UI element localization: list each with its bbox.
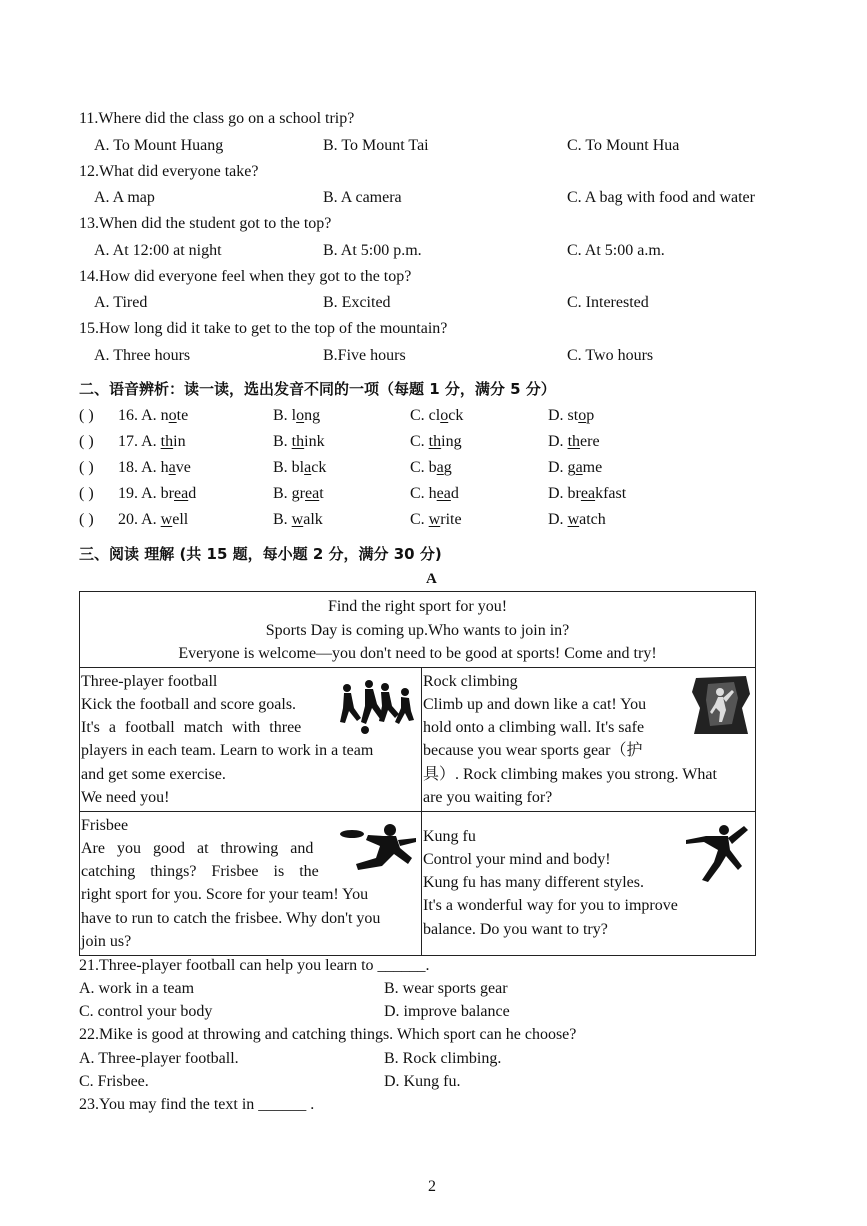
option-b: B. wear sports gear bbox=[384, 980, 508, 997]
question-22: 22.Mike is good at throwing and catching things. Which sport can he choose? bbox=[79, 1026, 577, 1043]
option-a: A. Tired bbox=[94, 294, 148, 311]
sport-name: Kung fu bbox=[423, 827, 476, 845]
word-part: h bbox=[160, 459, 169, 476]
answer-blank: ( ) bbox=[79, 485, 94, 502]
word-part: C. bbox=[410, 511, 429, 528]
answer-blank: ( ) bbox=[79, 407, 94, 424]
sport-line: Kick the football and score goals. bbox=[81, 695, 297, 713]
underlined-letters: ea bbox=[305, 485, 320, 502]
phonetic-option-b bbox=[273, 485, 324, 503]
item-number: 18. A. bbox=[118, 459, 161, 476]
sports-table bbox=[79, 591, 756, 956]
phonetic-option-d bbox=[548, 459, 602, 477]
question-13: 13.When did the student got to the top? bbox=[79, 215, 332, 232]
phonetic-option-a bbox=[118, 459, 191, 477]
sport-line: catching things? Frisbee is the bbox=[81, 863, 319, 881]
sport-line: It's a wonderful way for you to improve bbox=[423, 897, 678, 915]
option-d: D. improve balance bbox=[384, 1003, 510, 1020]
option-c: C. To Mount Hua bbox=[567, 137, 680, 154]
option-a: A. To Mount Huang bbox=[94, 137, 224, 154]
sport-content bbox=[80, 812, 421, 955]
underlined-letters: w bbox=[291, 511, 304, 528]
sport-line: because you wear sports gear（护 bbox=[423, 742, 643, 760]
option-c: C. At 5:00 a.m. bbox=[567, 242, 665, 259]
underlined-letters: ea bbox=[436, 485, 451, 502]
option-a: A. A map bbox=[94, 189, 155, 206]
question-11: 11.Where did the class go on a school trip? bbox=[79, 110, 355, 127]
phonetic-option-d bbox=[548, 433, 600, 451]
word-part: ck bbox=[311, 459, 327, 476]
underlined-letters: th bbox=[567, 433, 581, 450]
phonetic-option-b bbox=[273, 407, 320, 425]
word-part: B. bbox=[273, 511, 292, 528]
option-a: A. Three-player football. bbox=[79, 1050, 239, 1067]
word-part: d bbox=[450, 485, 459, 502]
kung-fu-icon bbox=[684, 822, 754, 888]
option-b: B. A camera bbox=[323, 189, 402, 206]
word-part: alk bbox=[303, 511, 323, 528]
word-part: D. g bbox=[548, 459, 576, 476]
underlined-letters: a bbox=[436, 459, 444, 476]
word-part: t bbox=[319, 485, 324, 502]
word-part: ink bbox=[304, 433, 325, 450]
rock-climber-icon bbox=[690, 674, 752, 736]
option-b: B. Rock climbing. bbox=[384, 1050, 502, 1067]
page-number: 2 bbox=[428, 1178, 436, 1195]
sport-line: 具）. Rock climbing makes you strong. What bbox=[423, 765, 717, 783]
phonetic-option-c bbox=[410, 485, 459, 503]
sport-name: Three-player football bbox=[81, 672, 218, 690]
sport-name: Rock climbing bbox=[423, 672, 518, 690]
underlined-letters: th bbox=[160, 433, 174, 450]
sport-line: join us? bbox=[81, 932, 132, 950]
sport-line: are you waiting for? bbox=[423, 788, 553, 806]
sport-content bbox=[422, 812, 755, 955]
answer-blank: ( ) bbox=[79, 433, 94, 450]
word-part: n bbox=[160, 407, 169, 424]
word-part: br bbox=[160, 485, 174, 502]
football-players-icon bbox=[335, 678, 415, 736]
sport-line: right sport for you. Score for your team! You bbox=[81, 886, 369, 904]
item-number: 19. A. bbox=[118, 485, 161, 502]
word-part: kfast bbox=[595, 485, 627, 502]
question-21: 21.Three-player football can help you learn to ______. bbox=[79, 957, 430, 974]
underlined-letters: ea bbox=[174, 485, 189, 502]
section-2-title: 二、语音辨析：读一读，选出发音不同的一项（每题 1 分，满分 5 分） bbox=[79, 380, 556, 398]
option-a: A. Three hours bbox=[94, 347, 191, 364]
sport-line: players in each team. Learn to work in a team bbox=[81, 742, 374, 760]
option-a: A. work in a team bbox=[79, 980, 195, 997]
option-b: B. Excited bbox=[323, 294, 391, 311]
word-part: B. l bbox=[273, 407, 297, 424]
underlined-letters: a bbox=[168, 459, 176, 476]
sport-line: and get some exercise. bbox=[81, 765, 226, 783]
sport-line: We need you! bbox=[81, 788, 170, 806]
underlined-letters: a bbox=[304, 459, 312, 476]
sport-line: hold onto a climbing wall. It's safe bbox=[423, 719, 645, 737]
word-part: D. br bbox=[548, 485, 581, 502]
phonetic-option-b bbox=[273, 511, 323, 529]
underlined-letters: o bbox=[168, 407, 177, 424]
word-part: g bbox=[443, 459, 452, 476]
word-part: D. st bbox=[548, 407, 579, 424]
phonetic-option-c bbox=[410, 407, 463, 425]
option-c: C. Frisbee. bbox=[79, 1073, 149, 1090]
phonetic-option-b bbox=[273, 459, 326, 477]
question-23: 23.You may find the text in ______ . bbox=[79, 1096, 315, 1113]
word-part: C. cl bbox=[410, 407, 441, 424]
word-part: ing bbox=[441, 433, 462, 450]
option-a: A. At 12:00 at night bbox=[94, 242, 222, 259]
passage-label: A bbox=[426, 571, 437, 587]
option-c: C. Two hours bbox=[567, 347, 654, 364]
word-part: ve bbox=[175, 459, 191, 476]
section-3-title: 三、阅读 理解 (共 15 题，每小题 2 分，满分 30 分) bbox=[79, 545, 442, 563]
item-number: 16. A. bbox=[118, 407, 161, 424]
sport-line: Control your mind and body! bbox=[423, 850, 611, 868]
option-c: C. A bag with food and water bbox=[567, 189, 755, 206]
word-part: B. bbox=[273, 433, 292, 450]
word-part: ng bbox=[304, 407, 321, 424]
sport-cell-rock-climbing bbox=[422, 667, 756, 811]
word-part: ere bbox=[580, 433, 600, 450]
sport-line: It's a football match with three bbox=[81, 719, 302, 737]
phonetic-option-a bbox=[118, 485, 196, 503]
word-part: D. bbox=[548, 511, 568, 528]
phonetic-option-c bbox=[410, 459, 452, 477]
phonetic-option-a bbox=[118, 511, 188, 529]
sport-cell-football bbox=[80, 667, 422, 811]
underlined-letters: w bbox=[160, 511, 173, 528]
word-part: ck bbox=[448, 407, 464, 424]
sport-line: Are you good at throwing and bbox=[81, 839, 314, 857]
intro-line: Sports Day is coming up.Who wants to join in? bbox=[265, 621, 570, 639]
word-part: C. b bbox=[410, 459, 437, 476]
underlined-letters: a bbox=[575, 459, 583, 476]
phonetic-option-b bbox=[273, 433, 325, 451]
option-b: B.Five hours bbox=[323, 347, 406, 364]
underlined-letters: o bbox=[440, 407, 449, 424]
sport-content bbox=[422, 668, 755, 811]
option-d: D. Kung fu. bbox=[384, 1073, 461, 1090]
answer-blank: ( ) bbox=[79, 459, 94, 476]
question-12: 12.What did everyone take? bbox=[79, 163, 259, 180]
sport-cell-frisbee bbox=[80, 811, 422, 955]
phonetic-option-d bbox=[548, 485, 626, 503]
answer-blank: ( ) bbox=[79, 511, 94, 528]
underlined-letters: w bbox=[428, 511, 441, 528]
underlined-letters: ea bbox=[580, 485, 596, 502]
option-b: B. To Mount Tai bbox=[323, 137, 429, 154]
word-part: rite bbox=[440, 511, 462, 528]
option-c: C. control your body bbox=[79, 1003, 213, 1020]
question-15: 15.How long did it take to get to the top of the mountain? bbox=[79, 320, 448, 337]
phonetic-option-c bbox=[410, 511, 462, 529]
sport-line: balance. Do you want to try? bbox=[423, 920, 608, 938]
underlined-letters: th bbox=[291, 433, 305, 450]
word-part: D. bbox=[548, 433, 568, 450]
underlined-letters: th bbox=[428, 433, 442, 450]
sport-cell-kung-fu bbox=[422, 811, 756, 955]
sports-intro bbox=[80, 592, 756, 668]
phonetic-option-a bbox=[118, 433, 186, 451]
word-part: d bbox=[188, 485, 197, 502]
underlined-letters: o bbox=[296, 407, 305, 424]
sport-line: Climb up and down like a cat! You bbox=[423, 695, 647, 713]
word-part: me bbox=[582, 459, 603, 476]
sport-line: Kung fu has many different styles. bbox=[423, 874, 644, 892]
option-b: B. At 5:00 p.m. bbox=[323, 242, 422, 259]
frisbee-player-icon bbox=[338, 820, 418, 876]
word-part: B. bl bbox=[273, 459, 305, 476]
sport-line: have to run to catch the frisbee. Why don't you bbox=[81, 909, 381, 927]
word-part: C. bbox=[410, 433, 429, 450]
phonetic-option-c bbox=[410, 433, 462, 451]
item-number: 17. A. bbox=[118, 433, 161, 450]
word-part: p bbox=[586, 407, 595, 424]
intro-line: Find the right sport for you! bbox=[327, 598, 508, 615]
sport-name: Frisbee bbox=[81, 816, 129, 834]
word-part: te bbox=[176, 407, 189, 424]
phonetic-option-d bbox=[548, 407, 594, 425]
sport-content bbox=[80, 668, 421, 811]
word-part: ell bbox=[172, 511, 189, 528]
underlined-letters: o bbox=[578, 407, 587, 424]
word-part: B. gr bbox=[273, 485, 305, 502]
intro-line: Everyone is welcome—you don't need to be good at sports! Come and try! bbox=[178, 645, 657, 662]
word-part: atch bbox=[579, 511, 606, 528]
phonetic-option-d bbox=[548, 511, 606, 529]
option-c: C. Interested bbox=[567, 294, 649, 311]
phonetic-option-a bbox=[118, 407, 188, 425]
word-part: in bbox=[173, 433, 186, 450]
item-number: 20. A. bbox=[118, 511, 161, 528]
word-part: C. h bbox=[410, 485, 437, 502]
underlined-letters: w bbox=[567, 511, 580, 528]
question-14: 14.How did everyone feel when they got to the top? bbox=[79, 268, 412, 285]
